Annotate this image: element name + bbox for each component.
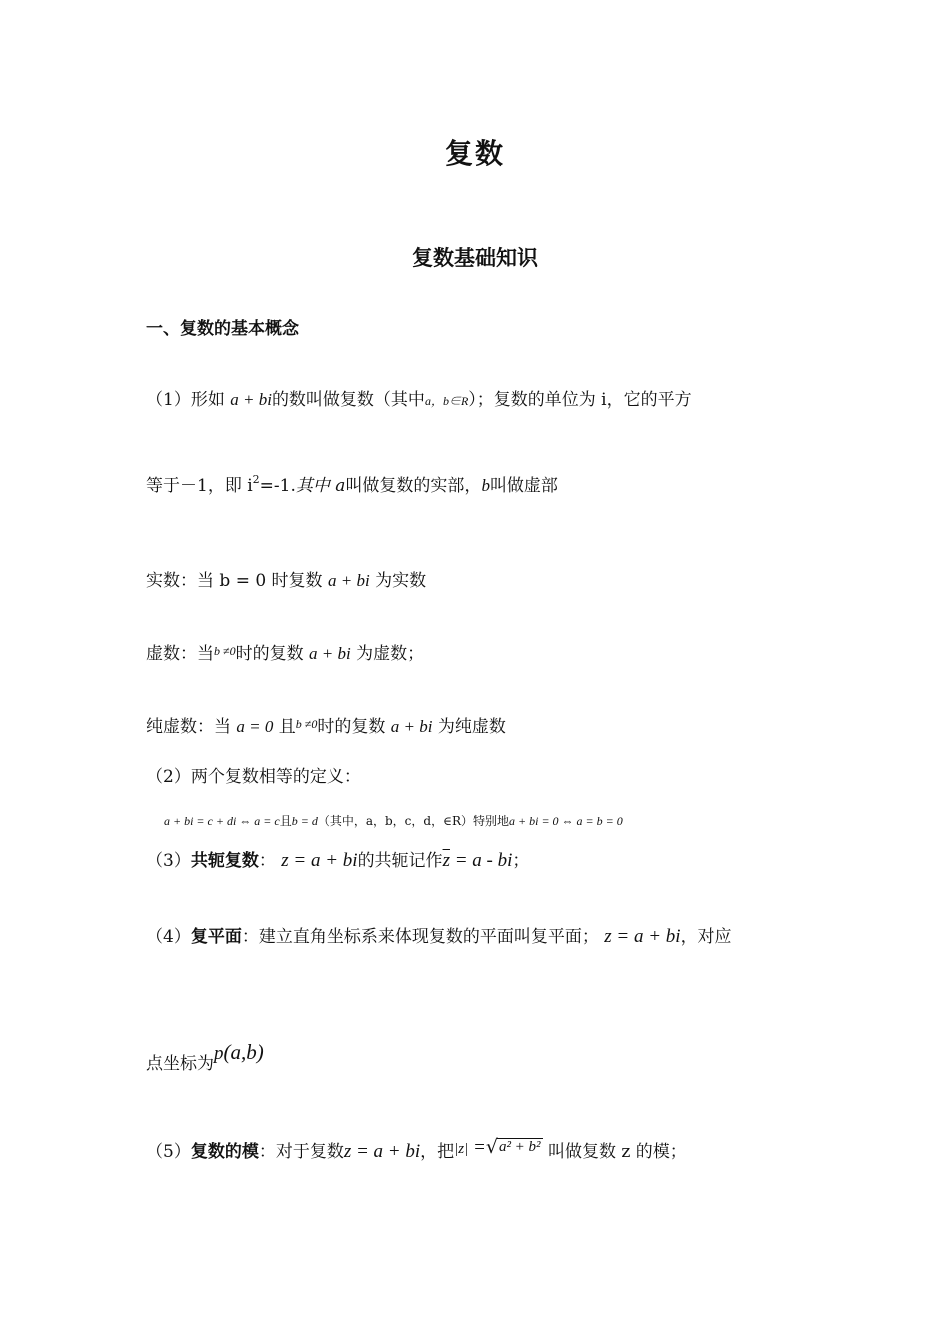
section-heading: 一、复数的基本概念 xyxy=(146,319,299,339)
imaginary-number-line: 虚数：当$^{b \ne 0}$时的复数 a + bi 为虚数； xyxy=(146,644,425,664)
equality-definition: a + bi = c + di ⇔ a = c且b = d（其中，a，b，c，d，∈R）特别地a + bi = 0 ⇔ a = b = 0 xyxy=(164,814,623,828)
pure-imaginary-line: 纯虚数：当 a = 0 且$^{b \ne 0}$时的复数 a + bi 为纯虚数 xyxy=(146,717,506,737)
paragraph-4-continued: 点坐标为p(a,b) xyxy=(146,1040,264,1074)
paragraph-4: （4）复平面：建立直角坐标系来体现复数的平面叫复平面； z = a + bi，对应 xyxy=(146,926,732,947)
sqrt-icon: √ xyxy=(485,1136,498,1158)
paragraph-2: （2）两个复数相等的定义： xyxy=(146,767,361,787)
page-title: 复数 xyxy=(444,137,505,170)
paragraph-1-continued: 等于－1，即 $i^2=-1$.其中 a叫做复数的实部，b叫做虚部 xyxy=(146,473,558,496)
real-number-line: 实数：当 b = 0 时复数 a + bi 为实数 xyxy=(146,571,427,591)
section-subtitle: 复数基础知识 xyxy=(412,245,538,270)
paragraph-5: （5）复数的模：对于复数z = a + bi，把|z| =√a² + b² 叫做复数 z 的模； xyxy=(146,1136,687,1162)
paragraph-3: （3）共轭复数： z = a + bi的共轭记作$\overline{z} = a$ - bi； xyxy=(146,850,530,871)
paragraph-1: （1）形如 a + bi的数叫做复数（其中a，b∈R）；复数的单位为 i，它的平方 xyxy=(146,390,692,410)
